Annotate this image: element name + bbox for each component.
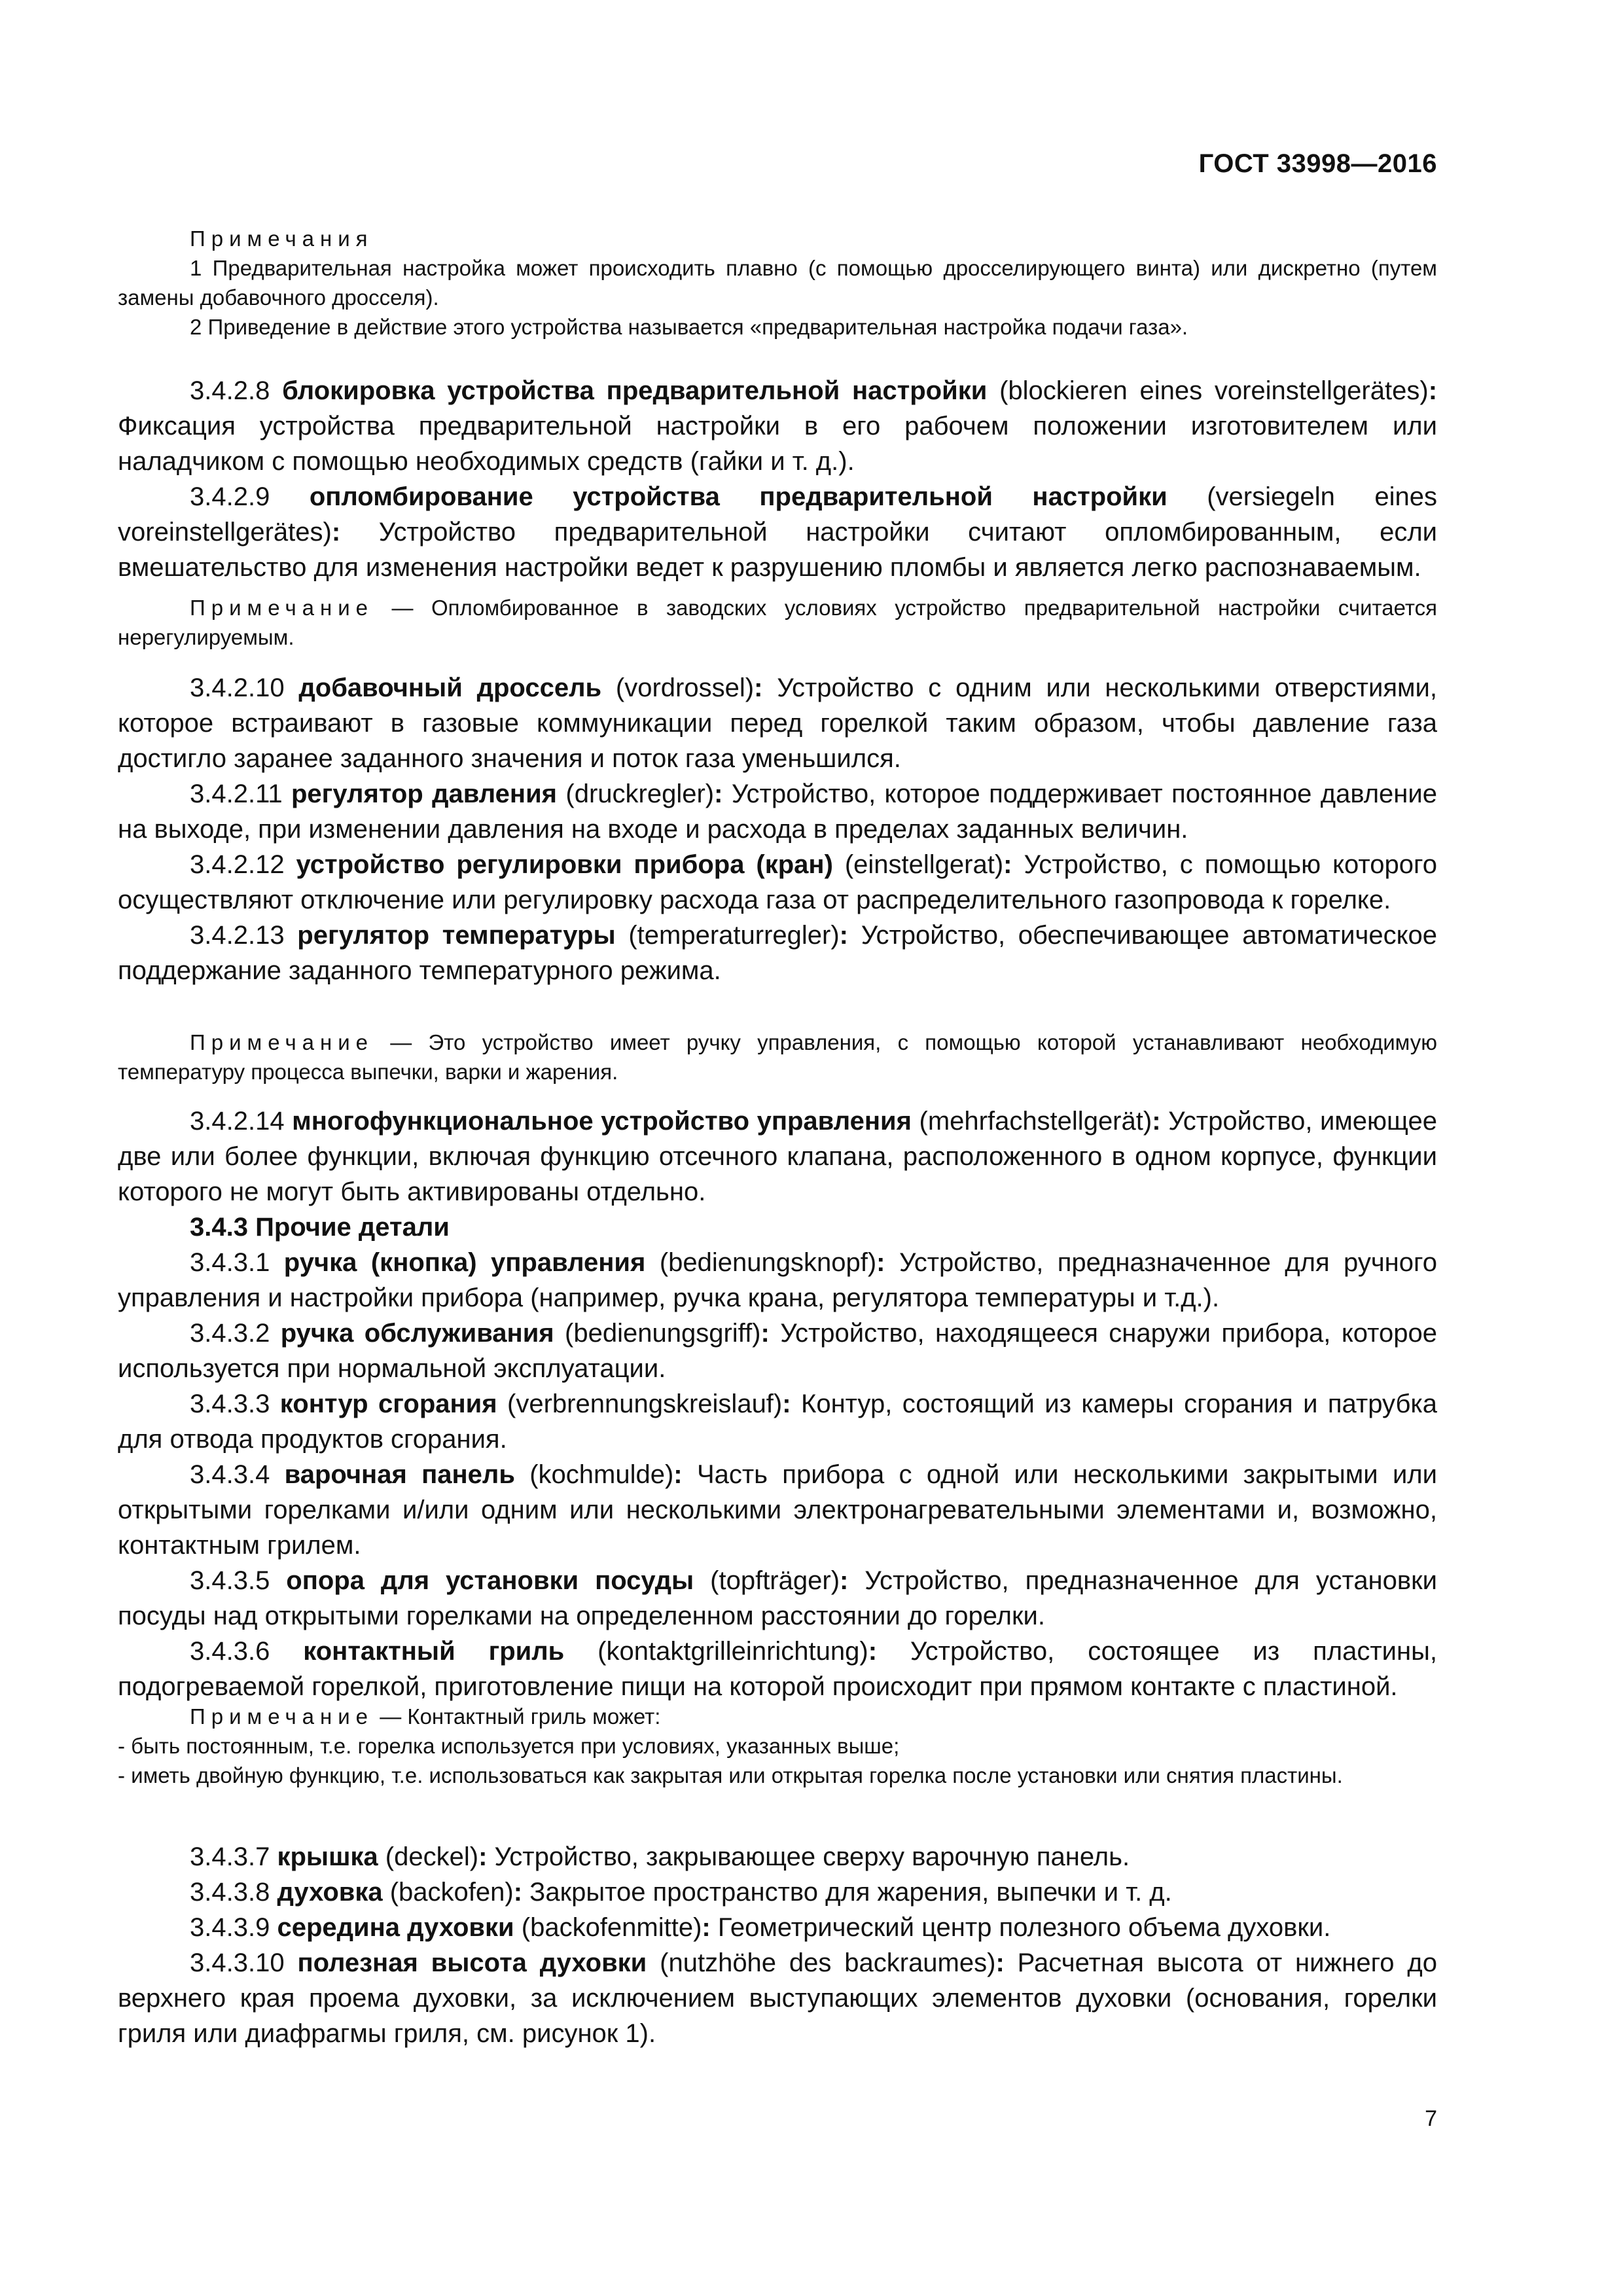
notes-top-item-2: 2 Приведение в действие этого устройства называется «предварительная настройка подачи газа».: [190, 315, 1188, 339]
note-temp-label: Примечание: [190, 1030, 374, 1054]
section-3-4-3: 3.4.3 Прочие детали: [190, 1213, 450, 1242]
term-3-4-3-8: 3.4.3.8 духовка (backofen): Закрытое пространство для жарения, выпечки и т. д.: [190, 1878, 1172, 1907]
term-3-4-2-14: 3.4.2.14 многофункциональное устройство управления (mehrfachstellgerät): Устройство, имеющее две или более функции, включая функцию отсечного клапана, расположенного в одном корпусе, функции которого не могут быть активированы отдельно.: [118, 1107, 1438, 1206]
term-3-4-3-7: 3.4.3.7 крышка (deckel): Устройство, закрывающее сверху варочную панель.: [190, 1842, 1130, 1871]
note-grill-item-1: - быть постоянным, т.е. горелка используется при условиях, указанных выше;: [118, 1734, 900, 1758]
terms-block-2: [118, 670, 1437, 988]
terms-block-3: [118, 1103, 1437, 1704]
note-grill-label: Примечание: [190, 1704, 374, 1729]
term-3-4-3-2: 3.4.3.2 ручка обслуживания (bedienungsgriff): Устройство, находящееся снаружи прибора, которое используется при нормальной эксплуатации.: [118, 1319, 1437, 1383]
note-grill-text: — Контактный гриль может:: [380, 1704, 661, 1729]
note-sealed-label: Примечание: [190, 596, 374, 620]
note-temp: [118, 1028, 1437, 1086]
note-sealed-text: — Опломбированное в заводских условиях устройство предварительной настройки считается нерегулируемым.: [118, 596, 1437, 649]
term-3-4-2-13: 3.4.2.13 регулятор температуры (temperaturregler): Устройство, обеспечивающее автоматическое поддержание заданного температурного режима.: [118, 921, 1438, 985]
notes-top-label: Примечания: [190, 226, 374, 251]
terms-block-4: [118, 1839, 1437, 2051]
note-temp-text: — Это устройство имеет ручку управления, с помощью которой устанавливают необходимую температуру процесса выпечки, варки и жарения.: [118, 1030, 1437, 1084]
terms-block-1: [118, 373, 1437, 585]
note-grill: [118, 1702, 1437, 1790]
term-3-4-3-6: 3.4.3.6 контактный гриль (kontaktgrilleinrichtung): Устройство, состоящее из пластины, подогреваемой горелкой, приготовление пищи на которой происходит при прямом контакте с пластиной.: [118, 1637, 1437, 1701]
page-number: 7: [1425, 2106, 1437, 2131]
term-3-4-2-10: 3.4.2.10 добавочный дроссель (vordrossel): Устройство с одним или несколькими отверстиями, которое встраивают в газовые коммуникации перед горелкой таким образом, чтобы давление газа достигло заранее заданного значения и поток газа уменьшился.: [118, 673, 1437, 773]
note-sealed: [118, 593, 1437, 652]
term-3-4-2-8: 3.4.2.8 блокировка устройства предварительной настройки (blockieren eines voreinstellgerätes): Фиксация устройства предварительной настройки в его рабочем положении изготовителем или наладчиком с помощью необходимых средств (гайки и т. д.).: [118, 376, 1438, 476]
term-3-4-2-12: 3.4.2.12 устройство регулировки прибора (кран) (einstellgerat): Устройство, с помощью которого осуществляют отключение или регулировку расхода газа от распределительного газопровода к горелке.: [118, 850, 1437, 914]
notes-top: [118, 224, 1437, 342]
term-3-4-3-9: 3.4.3.9 середина духовки (backofenmitte): Геометрический центр полезного объема духовки.: [190, 1913, 1331, 1942]
term-3-4-3-3: 3.4.3.3 контур сгорания (verbrennungskreislauf): Контур, состоящий из камеры сгорания и патрубка для отвода продуктов сгорания.: [118, 1390, 1438, 1454]
note-grill-item-2: - иметь двойную функцию, т.е. использоваться как закрытая или открытая горелка после установки или снятия пластины.: [118, 1763, 1343, 1787]
term-3-4-2-11: 3.4.2.11 регулятор давления (druckregler): Устройство, которое поддерживает постоянное давление на выходе, при изменении давления на входе и расхода в пределах заданных величин.: [118, 780, 1437, 844]
term-3-4-2-9: 3.4.2.9 опломбирование устройства предварительной настройки (versiegeln eines voreinstellgerätes): Устройство предварительной настройки считают опломбированным, если вмешательство для изменения настройки ведет к разрушению пломбы и является легко распознаваемым.: [118, 482, 1437, 582]
term-3-4-3-5: 3.4.3.5 опора для установки посуды (topfträger): Устройство, предназначенное для установки посуды над открытыми горелками на определенном расстоянии до горелки.: [118, 1566, 1437, 1630]
notes-top-item-1: 1 Предварительная настройка может происходить плавно (с помощью дросселирующего винта) или дискретно (путем замены добавочного дросселя).: [118, 256, 1437, 310]
term-3-4-3-1: 3.4.3.1 ручка (кнопка) управления (bedienungsknopf): Устройство, предназначенное для ручного управления и настройки прибора (например, ручка крана, регулятора температуры и т.д.).: [118, 1248, 1437, 1312]
standard-header: ГОСТ 33998—2016: [1198, 149, 1437, 178]
term-3-4-3-4: 3.4.3.4 варочная панель (kochmulde): Часть прибора с одной или несколькими закрытыми или открытыми горелками и/или одним или несколькими электронагревательными элементами и, возможно, контактным грилем.: [118, 1460, 1437, 1560]
term-3-4-3-10: 3.4.3.10 полезная высота духовки (nutzhöhe des backraumes): Расчетная высота от нижнего до верхнего края проема духовки, за исключением выступающих элементов духовки (основания, горелки гриля или диафрагмы гриля, см. рисунок 1).: [118, 1948, 1437, 2048]
